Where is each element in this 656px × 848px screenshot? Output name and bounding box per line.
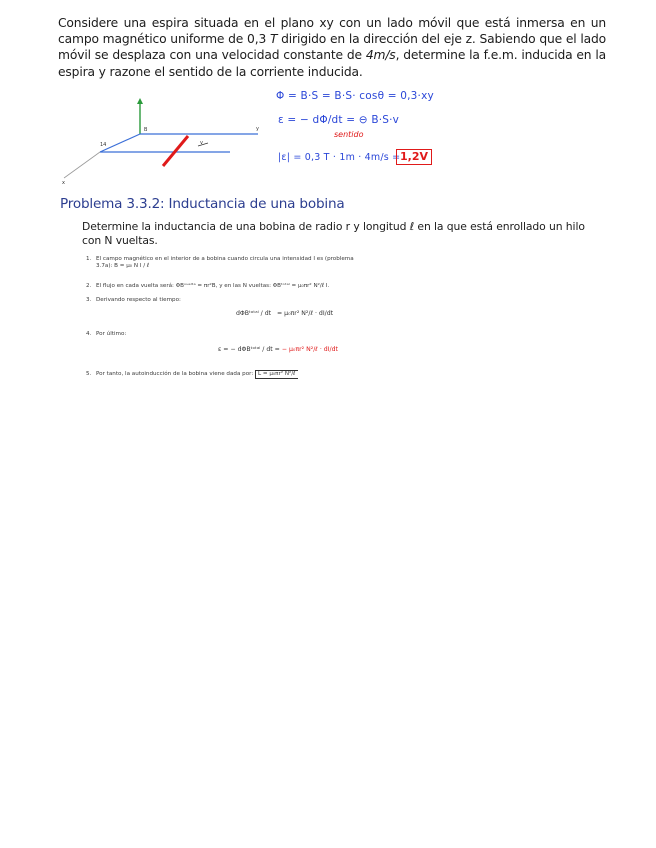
step-4 — [86, 331, 126, 338]
step-text: El flujo en cada vuelta será: ΦBᵛᵘᵉˡᵗᵃ = πr²B, y en las N vueltas: ΦBᵗᵒᵗᵃˡ = μ₀πr² N²/ℓ I. — [96, 283, 330, 289]
step-number: 2. — [86, 283, 92, 289]
eq4-mid: = — [272, 346, 282, 353]
step-2 — [86, 283, 329, 290]
step-number: 4. — [86, 331, 92, 337]
x-axis-label: x — [62, 180, 65, 186]
step-text: El campo magnético en el interior de a bobina cuando circula una intensidad I es (problema — [96, 256, 354, 262]
z-axis-label: B — [144, 127, 148, 133]
inductance-result-box: L = μ₀πr² N²/ℓ — [255, 370, 297, 379]
side-label: 14 — [100, 142, 107, 148]
flux-formula: Φ = B·S = B·S· cosθ = 0,3·xy — [276, 90, 434, 102]
z-axis-arrow — [137, 98, 143, 104]
eq3-rhs: = μ₀πr² N²/ℓ · dI/dt — [276, 310, 334, 317]
step-text: Derivando respecto al tiempo: — [96, 297, 181, 303]
intro-text-1: Considere una espira situada en el plano xy con un lado móvil que está inmersa en un campo magnético uniforme de 0,3 — [58, 16, 606, 47]
step-number: 1. — [86, 256, 92, 262]
step-number: 3. — [86, 297, 92, 303]
velocity-label: v — [200, 140, 203, 146]
emf-value-line: |ε| = 0,3 T · 1m · 4m/s = — [278, 152, 401, 163]
step-1 — [86, 256, 354, 263]
intro-text-2: dirigido en la dirección del eje z. Sabiendo que el lado móvil se desplaza con una velocidad constante de — [58, 32, 606, 63]
equation-derivative — [236, 310, 333, 317]
step-text: Por tanto, la autoinducción de la bobina viene dada por: — [96, 371, 256, 377]
step-1-cont — [86, 263, 149, 270]
y-axis-label: y — [256, 126, 259, 132]
emf-result-box: 1,2V — [396, 149, 432, 165]
step-text: Por último: — [96, 331, 127, 337]
emf-rule: ε = − dΦ/dt = ⊖ B·S·v — [278, 114, 400, 126]
step-number: 5. — [86, 371, 92, 377]
eq4-lhs: ε = − dΦBᵗᵒᵗᵃˡ / dt — [218, 346, 273, 353]
emf-direction-note: sentido — [334, 130, 364, 139]
eq4-red-term: − μ₀πr² N²/ℓ · dI/dt — [281, 346, 338, 353]
intro-unit: T — [269, 32, 278, 47]
eq3-lhs: dΦBᵗᵒᵗᵃˡ / dt — [236, 310, 272, 317]
intro-speed: 4m/s — [365, 48, 396, 63]
loop-figure — [60, 96, 275, 186]
problem-statement: Determine la inductancia de una bobina de radio r y longitud ℓ en la que está enrollado un hilo con N vueltas. — [82, 220, 585, 247]
x-axis — [64, 152, 100, 178]
section-title: Problema 3.3.2: Inductancia de una bobina — [60, 196, 345, 212]
problem-intro-paragraph — [58, 15, 606, 80]
step-5 — [86, 370, 298, 379]
step-3 — [86, 297, 181, 304]
handwritten-solution — [276, 86, 476, 172]
moving-side — [163, 136, 188, 166]
step-text: 3.7a): B = μ₀ N I / ℓ — [96, 263, 150, 269]
intro-text-3: , determine la f.e.m. inducida en la espira y razone el sentido de la corriente inducida. — [58, 48, 606, 79]
equation-emf — [218, 346, 338, 353]
